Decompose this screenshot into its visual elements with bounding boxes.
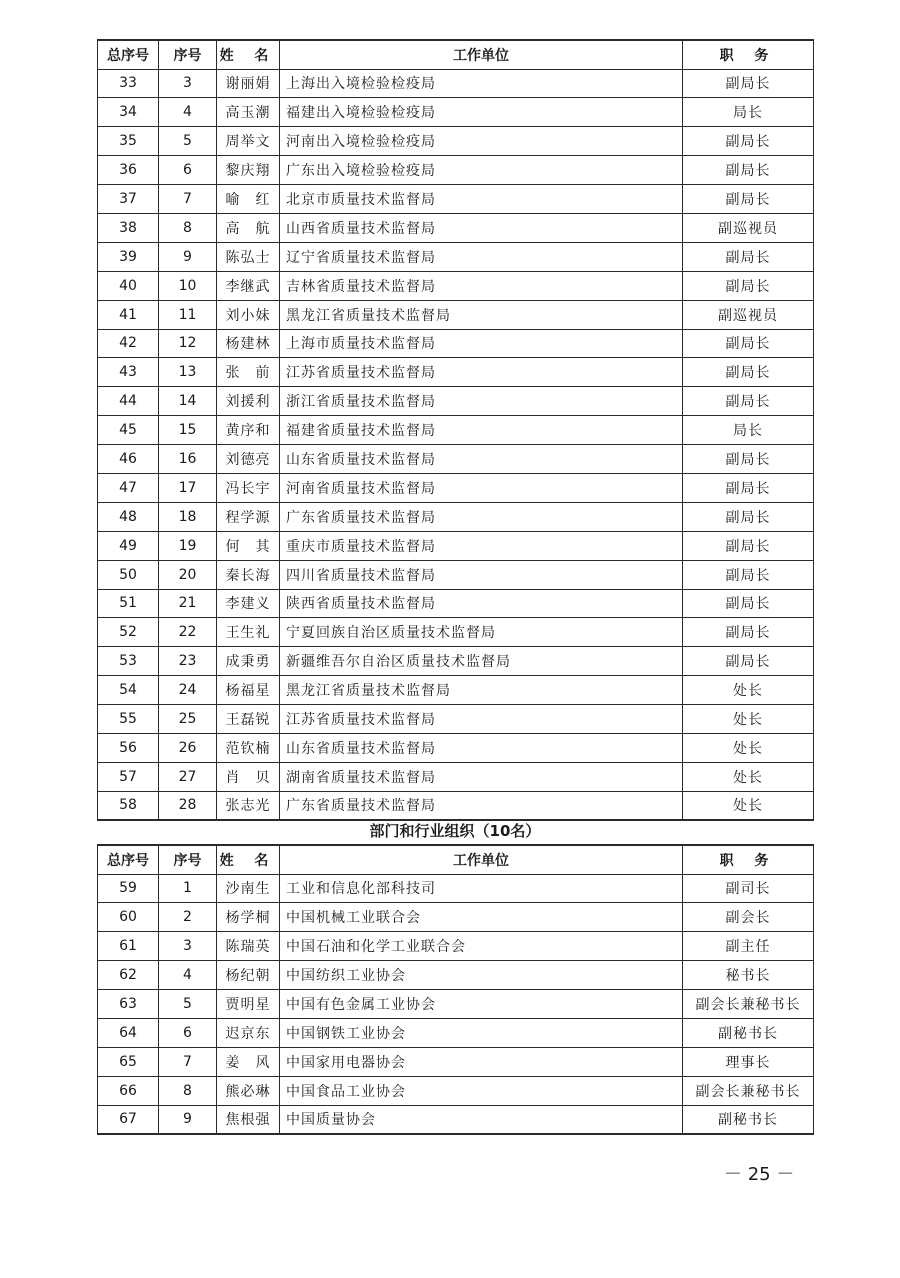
table-header-row — [98, 845, 814, 874]
table-row — [98, 300, 814, 329]
cell-seq-no: 3 — [159, 932, 217, 961]
table-body-regional — [98, 69, 814, 820]
cell-seq-no: 15 — [159, 416, 217, 445]
table-row — [98, 445, 814, 474]
cell-name: 秦长海 — [217, 560, 280, 589]
cell-unit: 中国家用电器协会 — [280, 1047, 683, 1076]
cell-seq-no: 12 — [159, 329, 217, 358]
header-total-no: 总序号 — [98, 40, 159, 69]
section-heading-departments: 部门和行业组织（10名） — [369, 822, 541, 840]
cell-name: 范钦楠 — [217, 733, 280, 762]
cell-unit: 宁夏回族自治区质量技术监督局 — [280, 618, 683, 647]
table-row — [98, 791, 814, 820]
cell-seq-no: 16 — [159, 445, 217, 474]
roster-table-departments — [97, 844, 814, 1135]
cell-total-no: 52 — [98, 618, 159, 647]
cell-name: 成秉勇 — [217, 647, 280, 676]
cell-name: 杨福星 — [217, 676, 280, 705]
cell-seq-no: 18 — [159, 502, 217, 531]
cell-seq-no: 21 — [159, 589, 217, 618]
table-row — [98, 358, 814, 387]
cell-total-no: 40 — [98, 271, 159, 300]
table-row — [98, 676, 814, 705]
cell-name: 贾明星 — [217, 990, 280, 1019]
cell-title: 副局长 — [683, 271, 814, 300]
cell-unit: 黑龙江省质量技术监督局 — [280, 300, 683, 329]
cell-seq-no: 24 — [159, 676, 217, 705]
cell-seq-no: 14 — [159, 387, 217, 416]
cell-total-no: 66 — [98, 1076, 159, 1105]
table-row — [98, 647, 814, 676]
table-body-departments — [98, 874, 814, 1134]
cell-unit: 中国质量协会 — [280, 1105, 683, 1134]
cell-name: 迟京东 — [217, 1018, 280, 1047]
cell-total-no: 60 — [98, 903, 159, 932]
cell-seq-no: 9 — [159, 242, 217, 271]
cell-seq-no: 19 — [159, 531, 217, 560]
cell-title: 处长 — [683, 676, 814, 705]
cell-title: 副局长 — [683, 589, 814, 618]
cell-total-no: 57 — [98, 762, 159, 791]
table-row — [98, 874, 814, 903]
cell-name: 喻 红 — [217, 185, 280, 214]
cell-title: 副局长 — [683, 531, 814, 560]
cell-title: 副秘书长 — [683, 1105, 814, 1134]
cell-unit: 山东省质量技术监督局 — [280, 445, 683, 474]
cell-total-no: 45 — [98, 416, 159, 445]
cell-title: 副局长 — [683, 647, 814, 676]
cell-name: 陈弘士 — [217, 242, 280, 271]
cell-name: 刘德亮 — [217, 445, 280, 474]
cell-total-no: 54 — [98, 676, 159, 705]
cell-total-no: 61 — [98, 932, 159, 961]
cell-seq-no: 11 — [159, 300, 217, 329]
cell-unit: 山西省质量技术监督局 — [280, 213, 683, 242]
cell-seq-no: 4 — [159, 98, 217, 127]
cell-unit: 黑龙江省质量技术监督局 — [280, 676, 683, 705]
cell-unit: 江苏省质量技术监督局 — [280, 358, 683, 387]
cell-title: 副会长 — [683, 903, 814, 932]
table-row — [98, 531, 814, 560]
table-row — [98, 156, 814, 185]
cell-unit: 江苏省质量技术监督局 — [280, 705, 683, 734]
cell-title: 副局长 — [683, 127, 814, 156]
cell-title: 副局长 — [683, 387, 814, 416]
cell-unit: 上海市质量技术监督局 — [280, 329, 683, 358]
header-unit: 工作单位 — [280, 40, 683, 69]
cell-unit: 中国纺织工业协会 — [280, 961, 683, 990]
table-row — [98, 69, 814, 98]
cell-seq-no: 20 — [159, 560, 217, 589]
cell-total-no: 63 — [98, 990, 159, 1019]
cell-unit: 中国食品工业协会 — [280, 1076, 683, 1105]
cell-total-no: 44 — [98, 387, 159, 416]
table-row — [98, 329, 814, 358]
cell-title: 处长 — [683, 705, 814, 734]
table-header-row — [98, 40, 814, 69]
cell-name: 陈瑞英 — [217, 932, 280, 961]
cell-name: 刘援利 — [217, 387, 280, 416]
cell-seq-no: 28 — [159, 791, 217, 820]
cell-total-no: 33 — [98, 69, 159, 98]
cell-title: 副局长 — [683, 473, 814, 502]
cell-seq-no: 7 — [159, 1047, 217, 1076]
cell-title: 副会长兼秘书长 — [683, 990, 814, 1019]
cell-seq-no: 1 — [159, 874, 217, 903]
cell-unit: 广东省质量技术监督局 — [280, 502, 683, 531]
cell-unit: 河南出入境检验检疫局 — [280, 127, 683, 156]
cell-seq-no: 6 — [159, 156, 217, 185]
table-row — [98, 990, 814, 1019]
cell-name: 高玉潮 — [217, 98, 280, 127]
cell-unit: 广东出入境检验检疫局 — [280, 156, 683, 185]
table-row — [98, 473, 814, 502]
cell-name: 何 其 — [217, 531, 280, 560]
cell-title: 处长 — [683, 762, 814, 791]
header-seq-no: 序号 — [159, 845, 217, 874]
cell-name: 李建义 — [217, 589, 280, 618]
cell-title: 副巡视员 — [683, 300, 814, 329]
cell-unit: 山东省质量技术监督局 — [280, 733, 683, 762]
cell-name: 李继武 — [217, 271, 280, 300]
cell-name: 沙南生 — [217, 874, 280, 903]
cell-unit: 北京市质量技术监督局 — [280, 185, 683, 214]
cell-title: 副会长兼秘书长 — [683, 1076, 814, 1105]
cell-title: 副局长 — [683, 358, 814, 387]
cell-seq-no: 5 — [159, 127, 217, 156]
cell-title: 局长 — [683, 98, 814, 127]
cell-title: 副局长 — [683, 185, 814, 214]
cell-unit: 河南省质量技术监督局 — [280, 473, 683, 502]
cell-total-no: 67 — [98, 1105, 159, 1134]
cell-title: 副局长 — [683, 445, 814, 474]
cell-unit: 中国有色金属工业协会 — [280, 990, 683, 1019]
table-row — [98, 705, 814, 734]
page-number: － 25 － — [724, 1164, 795, 1185]
cell-total-no: 64 — [98, 1018, 159, 1047]
header-seq-no: 序号 — [159, 40, 217, 69]
table-row — [98, 213, 814, 242]
table-row — [98, 1105, 814, 1134]
cell-name: 黄序和 — [217, 416, 280, 445]
cell-name: 黎庆翔 — [217, 156, 280, 185]
cell-total-no: 38 — [98, 213, 159, 242]
header-title: 职 务 — [683, 845, 814, 874]
table-row — [98, 961, 814, 990]
cell-total-no: 48 — [98, 502, 159, 531]
cell-total-no: 42 — [98, 329, 159, 358]
cell-seq-no: 4 — [159, 961, 217, 990]
cell-seq-no: 23 — [159, 647, 217, 676]
table-row — [98, 1076, 814, 1105]
table-row — [98, 618, 814, 647]
cell-seq-no: 8 — [159, 1076, 217, 1105]
cell-unit: 中国石油和化学工业联合会 — [280, 932, 683, 961]
table-row — [98, 387, 814, 416]
cell-total-no: 62 — [98, 961, 159, 990]
cell-unit: 吉林省质量技术监督局 — [280, 271, 683, 300]
cell-name: 刘小妹 — [217, 300, 280, 329]
cell-seq-no: 7 — [159, 185, 217, 214]
cell-title: 副巡视员 — [683, 213, 814, 242]
table-row — [98, 560, 814, 589]
cell-total-no: 47 — [98, 473, 159, 502]
roster-table-regional — [97, 39, 814, 821]
cell-title: 副主任 — [683, 932, 814, 961]
table-row — [98, 271, 814, 300]
cell-total-no: 55 — [98, 705, 159, 734]
cell-title: 副局长 — [683, 502, 814, 531]
cell-name: 肖 贝 — [217, 762, 280, 791]
table-row — [98, 1018, 814, 1047]
header-title: 职 务 — [683, 40, 814, 69]
cell-total-no: 53 — [98, 647, 159, 676]
cell-total-no: 37 — [98, 185, 159, 214]
cell-title: 理事长 — [683, 1047, 814, 1076]
cell-total-no: 36 — [98, 156, 159, 185]
cell-seq-no: 25 — [159, 705, 217, 734]
cell-seq-no: 17 — [159, 473, 217, 502]
cell-total-no: 58 — [98, 791, 159, 820]
cell-seq-no: 3 — [159, 69, 217, 98]
cell-unit: 工业和信息化部科技司 — [280, 874, 683, 903]
cell-unit: 陕西省质量技术监督局 — [280, 589, 683, 618]
cell-title: 副局长 — [683, 329, 814, 358]
cell-name: 冯长宇 — [217, 473, 280, 502]
cell-total-no: 46 — [98, 445, 159, 474]
cell-seq-no: 10 — [159, 271, 217, 300]
cell-name: 程学源 — [217, 502, 280, 531]
cell-seq-no: 2 — [159, 903, 217, 932]
cell-name: 熊必琳 — [217, 1076, 280, 1105]
cell-total-no: 49 — [98, 531, 159, 560]
table-row — [98, 185, 814, 214]
table-row — [98, 932, 814, 961]
cell-total-no: 65 — [98, 1047, 159, 1076]
cell-name: 周举文 — [217, 127, 280, 156]
cell-name: 杨建林 — [217, 329, 280, 358]
cell-title: 处长 — [683, 791, 814, 820]
cell-seq-no: 6 — [159, 1018, 217, 1047]
cell-title: 副秘书长 — [683, 1018, 814, 1047]
cell-unit: 新疆维吾尔自治区质量技术监督局 — [280, 647, 683, 676]
cell-name: 张志光 — [217, 791, 280, 820]
table-row — [98, 762, 814, 791]
cell-name: 谢丽娟 — [217, 69, 280, 98]
cell-seq-no: 26 — [159, 733, 217, 762]
cell-name: 杨纪朝 — [217, 961, 280, 990]
table-row — [98, 1047, 814, 1076]
cell-name: 姜 风 — [217, 1047, 280, 1076]
cell-seq-no: 9 — [159, 1105, 217, 1134]
header-unit: 工作单位 — [280, 845, 683, 874]
cell-unit: 福建出入境检验检疫局 — [280, 98, 683, 127]
cell-title: 副局长 — [683, 69, 814, 98]
cell-title: 副局长 — [683, 560, 814, 589]
cell-total-no: 34 — [98, 98, 159, 127]
cell-total-no: 51 — [98, 589, 159, 618]
cell-title: 副司长 — [683, 874, 814, 903]
cell-unit: 重庆市质量技术监督局 — [280, 531, 683, 560]
cell-unit: 中国机械工业联合会 — [280, 903, 683, 932]
cell-title: 副局长 — [683, 618, 814, 647]
cell-unit: 上海出入境检验检疫局 — [280, 69, 683, 98]
table-row — [98, 416, 814, 445]
table-row — [98, 733, 814, 762]
cell-total-no: 39 — [98, 242, 159, 271]
cell-name: 杨学桐 — [217, 903, 280, 932]
cell-seq-no: 8 — [159, 213, 217, 242]
cell-seq-no: 27 — [159, 762, 217, 791]
cell-total-no: 56 — [98, 733, 159, 762]
table-row — [98, 127, 814, 156]
cell-name: 王生礼 — [217, 618, 280, 647]
table-row — [98, 903, 814, 932]
cell-total-no: 35 — [98, 127, 159, 156]
cell-title: 局长 — [683, 416, 814, 445]
cell-total-no: 50 — [98, 560, 159, 589]
cell-total-no: 41 — [98, 300, 159, 329]
cell-seq-no: 13 — [159, 358, 217, 387]
cell-unit: 中国钢铁工业协会 — [280, 1018, 683, 1047]
table-row — [98, 242, 814, 271]
cell-name: 焦根强 — [217, 1105, 280, 1134]
cell-unit: 辽宁省质量技术监督局 — [280, 242, 683, 271]
cell-name: 王磊锐 — [217, 705, 280, 734]
cell-unit: 广东省质量技术监督局 — [280, 791, 683, 820]
cell-title: 副局长 — [683, 242, 814, 271]
cell-unit: 浙江省质量技术监督局 — [280, 387, 683, 416]
header-name: 姓 名 — [217, 845, 280, 874]
cell-name: 张 前 — [217, 358, 280, 387]
table-row — [98, 98, 814, 127]
cell-title: 副局长 — [683, 156, 814, 185]
cell-unit: 福建省质量技术监督局 — [280, 416, 683, 445]
cell-total-no: 59 — [98, 874, 159, 903]
cell-unit: 湖南省质量技术监督局 — [280, 762, 683, 791]
cell-title: 处长 — [683, 733, 814, 762]
cell-name: 高 航 — [217, 213, 280, 242]
cell-seq-no: 5 — [159, 990, 217, 1019]
cell-total-no: 43 — [98, 358, 159, 387]
table-row — [98, 589, 814, 618]
header-total-no: 总序号 — [98, 845, 159, 874]
table-row — [98, 502, 814, 531]
cell-unit: 四川省质量技术监督局 — [280, 560, 683, 589]
header-name: 姓 名 — [217, 40, 280, 69]
cell-title: 秘书长 — [683, 961, 814, 990]
cell-seq-no: 22 — [159, 618, 217, 647]
